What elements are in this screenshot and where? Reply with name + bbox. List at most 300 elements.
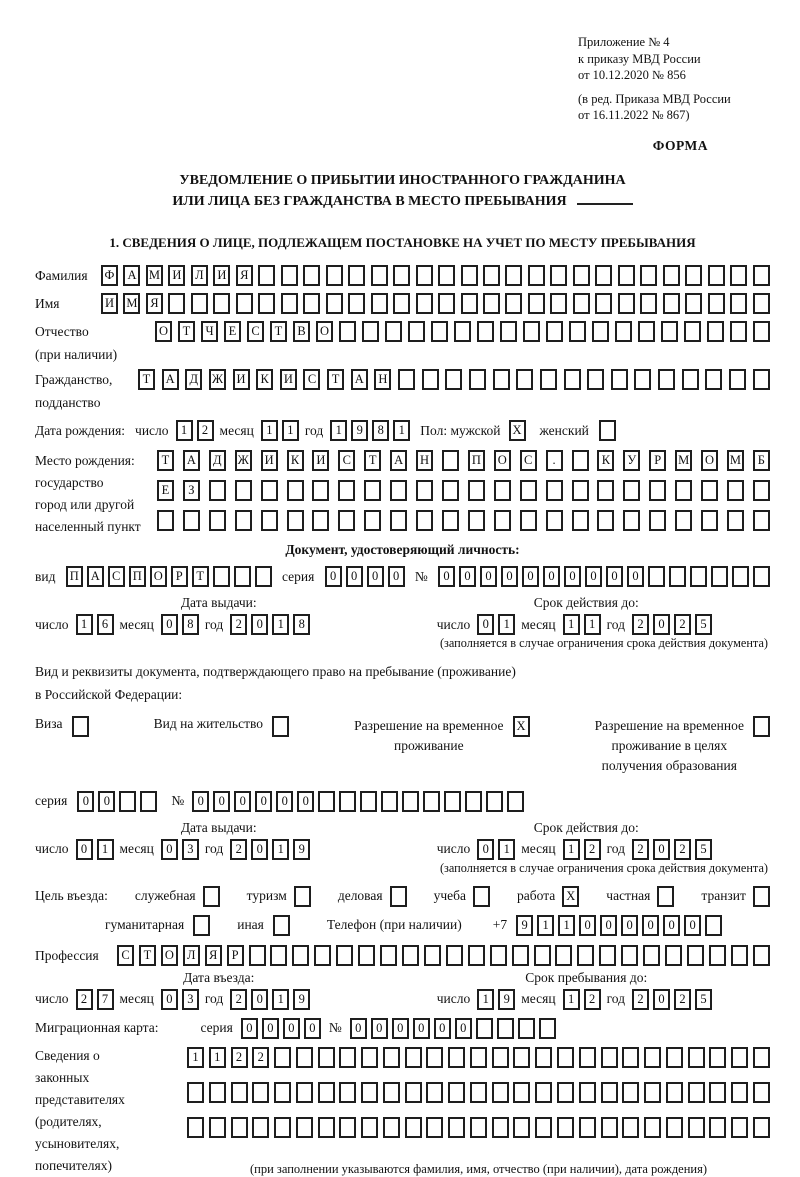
char-cell[interactable]: 1: [272, 614, 289, 635]
char-cell[interactable]: [438, 265, 455, 286]
char-cell[interactable]: 0: [77, 791, 94, 812]
char-cell[interactable]: 1: [393, 420, 410, 441]
char-cell[interactable]: [731, 1082, 748, 1103]
char-cell[interactable]: [572, 450, 589, 471]
char-cell[interactable]: [753, 1117, 770, 1138]
char-cell[interactable]: [231, 1082, 248, 1103]
char-cell[interactable]: [380, 945, 397, 966]
char-cell[interactable]: [729, 369, 746, 390]
char-cell[interactable]: [730, 265, 747, 286]
char-cell[interactable]: [500, 321, 517, 342]
char-cell[interactable]: [408, 321, 425, 342]
char-cell[interactable]: 9: [498, 989, 515, 1010]
char-cell[interactable]: X: [562, 886, 579, 907]
char-cell[interactable]: [213, 293, 230, 314]
char-cell[interactable]: [446, 945, 463, 966]
char-cell[interactable]: 8: [372, 420, 389, 441]
char-cell[interactable]: [235, 480, 252, 501]
char-cell[interactable]: [187, 1082, 204, 1103]
char-cell[interactable]: [361, 1117, 378, 1138]
char-cell[interactable]: [528, 265, 545, 286]
char-cell[interactable]: [505, 265, 522, 286]
char-cell[interactable]: [393, 293, 410, 314]
char-cell[interactable]: [303, 265, 320, 286]
char-cell[interactable]: [597, 510, 614, 531]
char-cell[interactable]: 0: [653, 614, 670, 635]
char-cell[interactable]: [383, 1117, 400, 1138]
char-cell[interactable]: 0: [251, 839, 268, 860]
char-cell[interactable]: Е: [224, 321, 241, 342]
char-cell[interactable]: 1: [97, 839, 114, 860]
char-cell[interactable]: 0: [241, 1018, 258, 1039]
char-cell[interactable]: [753, 1082, 770, 1103]
char-cell[interactable]: [505, 293, 522, 314]
char-cell[interactable]: 1: [272, 989, 289, 1010]
char-cell[interactable]: И: [280, 369, 297, 390]
char-cell[interactable]: В: [293, 321, 310, 342]
char-cell[interactable]: [492, 1082, 509, 1103]
char-cell[interactable]: [358, 945, 375, 966]
char-cell[interactable]: [688, 1082, 705, 1103]
char-cell[interactable]: 1: [498, 614, 515, 635]
char-cell[interactable]: [261, 480, 278, 501]
char-cell[interactable]: [287, 480, 304, 501]
char-cell[interactable]: [595, 265, 612, 286]
char-cell[interactable]: [296, 1117, 313, 1138]
char-cell[interactable]: [448, 1047, 465, 1068]
char-cell[interactable]: [597, 480, 614, 501]
char-cell[interactable]: [470, 1047, 487, 1068]
char-cell[interactable]: [461, 265, 478, 286]
char-cell[interactable]: [753, 945, 770, 966]
char-cell[interactable]: Е: [157, 480, 174, 501]
char-cell[interactable]: [573, 293, 590, 314]
char-cell[interactable]: 0: [251, 989, 268, 1010]
char-cell[interactable]: О: [150, 566, 167, 587]
char-cell[interactable]: Т: [138, 369, 155, 390]
char-cell[interactable]: С: [108, 566, 125, 587]
char-cell[interactable]: [426, 1117, 443, 1138]
char-cell[interactable]: [513, 1082, 530, 1103]
char-cell[interactable]: [444, 791, 461, 812]
char-cell[interactable]: [579, 1082, 596, 1103]
char-cell[interactable]: [701, 510, 718, 531]
char-cell[interactable]: [666, 1047, 683, 1068]
char-cell[interactable]: [393, 265, 410, 286]
char-cell[interactable]: [339, 791, 356, 812]
char-cell[interactable]: 0: [653, 989, 670, 1010]
char-cell[interactable]: [513, 1117, 530, 1138]
char-cell[interactable]: [339, 1047, 356, 1068]
char-cell[interactable]: 9: [351, 420, 368, 441]
char-cell[interactable]: [261, 510, 278, 531]
char-cell[interactable]: И: [168, 265, 185, 286]
char-cell[interactable]: [477, 321, 494, 342]
char-cell[interactable]: 5: [695, 989, 712, 1010]
char-cell[interactable]: [753, 369, 770, 390]
char-cell[interactable]: 1: [272, 839, 289, 860]
char-cell[interactable]: Л: [191, 265, 208, 286]
char-cell[interactable]: П: [66, 566, 83, 587]
char-cell[interactable]: 0: [350, 1018, 367, 1039]
char-cell[interactable]: [416, 265, 433, 286]
char-cell[interactable]: 1: [187, 1047, 204, 1068]
char-cell[interactable]: И: [213, 265, 230, 286]
char-cell[interactable]: [494, 480, 511, 501]
char-cell[interactable]: [557, 1047, 574, 1068]
char-cell[interactable]: Т: [192, 566, 209, 587]
char-cell[interactable]: 0: [459, 566, 476, 587]
char-cell[interactable]: [490, 945, 507, 966]
char-cell[interactable]: [730, 321, 747, 342]
char-cell[interactable]: И: [233, 369, 250, 390]
char-cell[interactable]: 1: [537, 915, 554, 936]
char-cell[interactable]: [497, 1018, 514, 1039]
char-cell[interactable]: 1: [498, 839, 515, 860]
char-cell[interactable]: [468, 510, 485, 531]
char-cell[interactable]: 2: [584, 839, 601, 860]
char-cell[interactable]: [550, 265, 567, 286]
char-cell[interactable]: [727, 480, 744, 501]
char-cell[interactable]: Р: [649, 450, 666, 471]
char-cell[interactable]: [685, 293, 702, 314]
char-cell[interactable]: Т: [157, 450, 174, 471]
char-cell[interactable]: [623, 510, 640, 531]
char-cell[interactable]: П: [129, 566, 146, 587]
char-cell[interactable]: [416, 293, 433, 314]
char-cell[interactable]: [405, 1047, 422, 1068]
char-cell[interactable]: [535, 1047, 552, 1068]
char-cell[interactable]: [360, 791, 377, 812]
char-cell[interactable]: [193, 915, 210, 936]
char-cell[interactable]: X: [509, 420, 526, 441]
char-cell[interactable]: [336, 945, 353, 966]
char-cell[interactable]: Т: [364, 450, 381, 471]
char-cell[interactable]: А: [123, 265, 140, 286]
char-cell[interactable]: [599, 945, 616, 966]
char-cell[interactable]: [618, 265, 635, 286]
char-cell[interactable]: [640, 265, 657, 286]
char-cell[interactable]: 2: [230, 989, 247, 1010]
char-cell[interactable]: [644, 1047, 661, 1068]
char-cell[interactable]: 1: [176, 420, 193, 441]
char-cell[interactable]: [587, 369, 604, 390]
char-cell[interactable]: 2: [231, 1047, 248, 1068]
char-cell[interactable]: [405, 1117, 422, 1138]
char-cell[interactable]: 0: [262, 1018, 279, 1039]
char-cell[interactable]: О: [494, 450, 511, 471]
char-cell[interactable]: 1: [261, 420, 278, 441]
char-cell[interactable]: [546, 321, 563, 342]
char-cell[interactable]: 0: [325, 566, 342, 587]
char-cell[interactable]: 3: [182, 989, 199, 1010]
char-cell[interactable]: [688, 1117, 705, 1138]
char-cell[interactable]: [187, 1117, 204, 1138]
char-cell[interactable]: [622, 1082, 639, 1103]
char-cell[interactable]: 2: [632, 989, 649, 1010]
char-cell[interactable]: [675, 480, 692, 501]
char-cell[interactable]: [448, 1082, 465, 1103]
char-cell[interactable]: 2: [674, 614, 691, 635]
char-cell[interactable]: С: [117, 945, 134, 966]
char-cell[interactable]: [622, 1047, 639, 1068]
char-cell[interactable]: [690, 566, 707, 587]
char-cell[interactable]: К: [287, 450, 304, 471]
char-cell[interactable]: [281, 265, 298, 286]
char-cell[interactable]: [709, 1117, 726, 1138]
char-cell[interactable]: [274, 1082, 291, 1103]
char-cell[interactable]: [294, 886, 311, 907]
char-cell[interactable]: [183, 510, 200, 531]
char-cell[interactable]: 0: [297, 791, 314, 812]
char-cell[interactable]: [611, 369, 628, 390]
char-cell[interactable]: [426, 1082, 443, 1103]
char-cell[interactable]: [520, 480, 537, 501]
char-cell[interactable]: М: [727, 450, 744, 471]
char-cell[interactable]: 1: [584, 614, 601, 635]
char-cell[interactable]: [318, 1047, 335, 1068]
char-cell[interactable]: 0: [653, 839, 670, 860]
char-cell[interactable]: [666, 1117, 683, 1138]
char-cell[interactable]: [535, 1082, 552, 1103]
char-cell[interactable]: Т: [270, 321, 287, 342]
char-cell[interactable]: [348, 265, 365, 286]
char-cell[interactable]: [339, 1117, 356, 1138]
char-cell[interactable]: 2: [76, 989, 93, 1010]
char-cell[interactable]: 1: [563, 839, 580, 860]
char-cell[interactable]: Р: [227, 945, 244, 966]
char-cell[interactable]: [209, 480, 226, 501]
char-cell[interactable]: 1: [76, 614, 93, 635]
char-cell[interactable]: [465, 791, 482, 812]
char-cell[interactable]: [119, 791, 136, 812]
char-cell[interactable]: 0: [434, 1018, 451, 1039]
char-cell[interactable]: 9: [293, 989, 310, 1010]
char-cell[interactable]: [599, 420, 616, 441]
char-cell[interactable]: [534, 945, 551, 966]
char-cell[interactable]: [666, 1082, 683, 1103]
char-cell[interactable]: 9: [293, 839, 310, 860]
char-cell[interactable]: 6: [97, 614, 114, 635]
char-cell[interactable]: [258, 265, 275, 286]
char-cell[interactable]: С: [247, 321, 264, 342]
char-cell[interactable]: [684, 321, 701, 342]
char-cell[interactable]: [236, 293, 253, 314]
char-cell[interactable]: 0: [564, 566, 581, 587]
char-cell[interactable]: [711, 566, 728, 587]
char-cell[interactable]: 3: [182, 839, 199, 860]
char-cell[interactable]: [753, 265, 770, 286]
char-cell[interactable]: Т: [178, 321, 195, 342]
char-cell[interactable]: [557, 1082, 574, 1103]
char-cell[interactable]: А: [162, 369, 179, 390]
char-cell[interactable]: [274, 1117, 291, 1138]
char-cell[interactable]: [140, 791, 157, 812]
char-cell[interactable]: Я: [146, 293, 163, 314]
char-cell[interactable]: 1: [282, 420, 299, 441]
char-cell[interactable]: [213, 566, 230, 587]
char-cell[interactable]: [623, 480, 640, 501]
char-cell[interactable]: [390, 886, 407, 907]
char-cell[interactable]: [601, 1082, 618, 1103]
char-cell[interactable]: [470, 1082, 487, 1103]
char-cell[interactable]: [426, 1047, 443, 1068]
char-cell[interactable]: [507, 791, 524, 812]
char-cell[interactable]: [539, 1018, 556, 1039]
char-cell[interactable]: [72, 716, 89, 737]
char-cell[interactable]: [318, 791, 335, 812]
char-cell[interactable]: [644, 1117, 661, 1138]
char-cell[interactable]: [255, 566, 272, 587]
char-cell[interactable]: С: [303, 369, 320, 390]
char-cell[interactable]: [296, 1082, 313, 1103]
char-cell[interactable]: [442, 510, 459, 531]
char-cell[interactable]: [638, 321, 655, 342]
char-cell[interactable]: [753, 321, 770, 342]
char-cell[interactable]: [422, 369, 439, 390]
char-cell[interactable]: [274, 1047, 291, 1068]
char-cell[interactable]: [528, 293, 545, 314]
char-cell[interactable]: 0: [234, 791, 251, 812]
char-cell[interactable]: [577, 945, 594, 966]
char-cell[interactable]: [649, 510, 666, 531]
char-cell[interactable]: [572, 510, 589, 531]
char-cell[interactable]: 0: [161, 839, 178, 860]
char-cell[interactable]: [669, 566, 686, 587]
char-cell[interactable]: [470, 1117, 487, 1138]
char-cell[interactable]: [318, 1082, 335, 1103]
char-cell[interactable]: 8: [182, 614, 199, 635]
char-cell[interactable]: 1: [563, 614, 580, 635]
char-cell[interactable]: 2: [632, 614, 649, 635]
char-cell[interactable]: [468, 945, 485, 966]
char-cell[interactable]: 0: [255, 791, 272, 812]
char-cell[interactable]: [348, 293, 365, 314]
char-cell[interactable]: [518, 1018, 535, 1039]
char-cell[interactable]: [705, 369, 722, 390]
char-cell[interactable]: [273, 915, 290, 936]
char-cell[interactable]: [657, 886, 674, 907]
char-cell[interactable]: 2: [674, 839, 691, 860]
char-cell[interactable]: 5: [695, 839, 712, 860]
char-cell[interactable]: 0: [438, 566, 455, 587]
char-cell[interactable]: [753, 480, 770, 501]
char-cell[interactable]: [469, 369, 486, 390]
char-cell[interactable]: 9: [516, 915, 533, 936]
char-cell[interactable]: [390, 510, 407, 531]
char-cell[interactable]: [516, 369, 533, 390]
char-cell[interactable]: [486, 791, 503, 812]
char-cell[interactable]: [753, 510, 770, 531]
char-cell[interactable]: 0: [480, 566, 497, 587]
char-cell[interactable]: 0: [606, 566, 623, 587]
char-cell[interactable]: [731, 1047, 748, 1068]
char-cell[interactable]: 0: [392, 1018, 409, 1039]
char-cell[interactable]: Б: [753, 450, 770, 471]
char-cell[interactable]: [688, 1047, 705, 1068]
char-cell[interactable]: 0: [684, 915, 701, 936]
char-cell[interactable]: 0: [501, 566, 518, 587]
char-cell[interactable]: Р: [171, 566, 188, 587]
char-cell[interactable]: 0: [627, 566, 644, 587]
char-cell[interactable]: [416, 480, 433, 501]
char-cell[interactable]: А: [183, 450, 200, 471]
char-cell[interactable]: [252, 1117, 269, 1138]
char-cell[interactable]: Ч: [201, 321, 218, 342]
char-cell[interactable]: [546, 510, 563, 531]
char-cell[interactable]: [326, 293, 343, 314]
char-cell[interactable]: 2: [632, 839, 649, 860]
char-cell[interactable]: 0: [283, 1018, 300, 1039]
char-cell[interactable]: [540, 369, 557, 390]
char-cell[interactable]: [615, 321, 632, 342]
char-cell[interactable]: Л: [183, 945, 200, 966]
char-cell[interactable]: [448, 1117, 465, 1138]
char-cell[interactable]: 2: [230, 614, 247, 635]
char-cell[interactable]: Ф: [101, 265, 118, 286]
char-cell[interactable]: 0: [367, 566, 384, 587]
char-cell[interactable]: [398, 369, 415, 390]
char-cell[interactable]: 2: [584, 989, 601, 1010]
char-cell[interactable]: 1: [209, 1047, 226, 1068]
char-cell[interactable]: 5: [695, 614, 712, 635]
char-cell[interactable]: [753, 566, 770, 587]
char-cell[interactable]: У: [623, 450, 640, 471]
char-cell[interactable]: [287, 510, 304, 531]
char-cell[interactable]: [281, 293, 298, 314]
char-cell[interactable]: 0: [642, 915, 659, 936]
char-cell[interactable]: [252, 1082, 269, 1103]
char-cell[interactable]: [573, 265, 590, 286]
char-cell[interactable]: [209, 1117, 226, 1138]
char-cell[interactable]: [648, 566, 665, 587]
char-cell[interactable]: [270, 945, 287, 966]
char-cell[interactable]: 0: [522, 566, 539, 587]
char-cell[interactable]: 0: [304, 1018, 321, 1039]
char-cell[interactable]: 1: [558, 915, 575, 936]
char-cell[interactable]: 0: [192, 791, 209, 812]
char-cell[interactable]: [569, 321, 586, 342]
char-cell[interactable]: [361, 1047, 378, 1068]
char-cell[interactable]: Н: [374, 369, 391, 390]
char-cell[interactable]: [708, 293, 725, 314]
char-cell[interactable]: 0: [585, 566, 602, 587]
char-cell[interactable]: Д: [209, 450, 226, 471]
char-cell[interactable]: [445, 369, 462, 390]
char-cell[interactable]: [364, 480, 381, 501]
char-cell[interactable]: 0: [346, 566, 363, 587]
char-cell[interactable]: [318, 1117, 335, 1138]
char-cell[interactable]: [209, 510, 226, 531]
char-cell[interactable]: К: [597, 450, 614, 471]
char-cell[interactable]: [402, 791, 419, 812]
char-cell[interactable]: [296, 1047, 313, 1068]
char-cell[interactable]: [663, 265, 680, 286]
char-cell[interactable]: [381, 791, 398, 812]
char-cell[interactable]: [339, 1082, 356, 1103]
char-cell[interactable]: [661, 321, 678, 342]
char-cell[interactable]: [234, 566, 251, 587]
char-cell[interactable]: Т: [139, 945, 156, 966]
char-cell[interactable]: [535, 1117, 552, 1138]
char-cell[interactable]: [371, 265, 388, 286]
char-cell[interactable]: [483, 265, 500, 286]
char-cell[interactable]: 0: [579, 915, 596, 936]
char-cell[interactable]: [235, 510, 252, 531]
char-cell[interactable]: Я: [205, 945, 222, 966]
char-cell[interactable]: [314, 945, 331, 966]
char-cell[interactable]: 0: [477, 614, 494, 635]
